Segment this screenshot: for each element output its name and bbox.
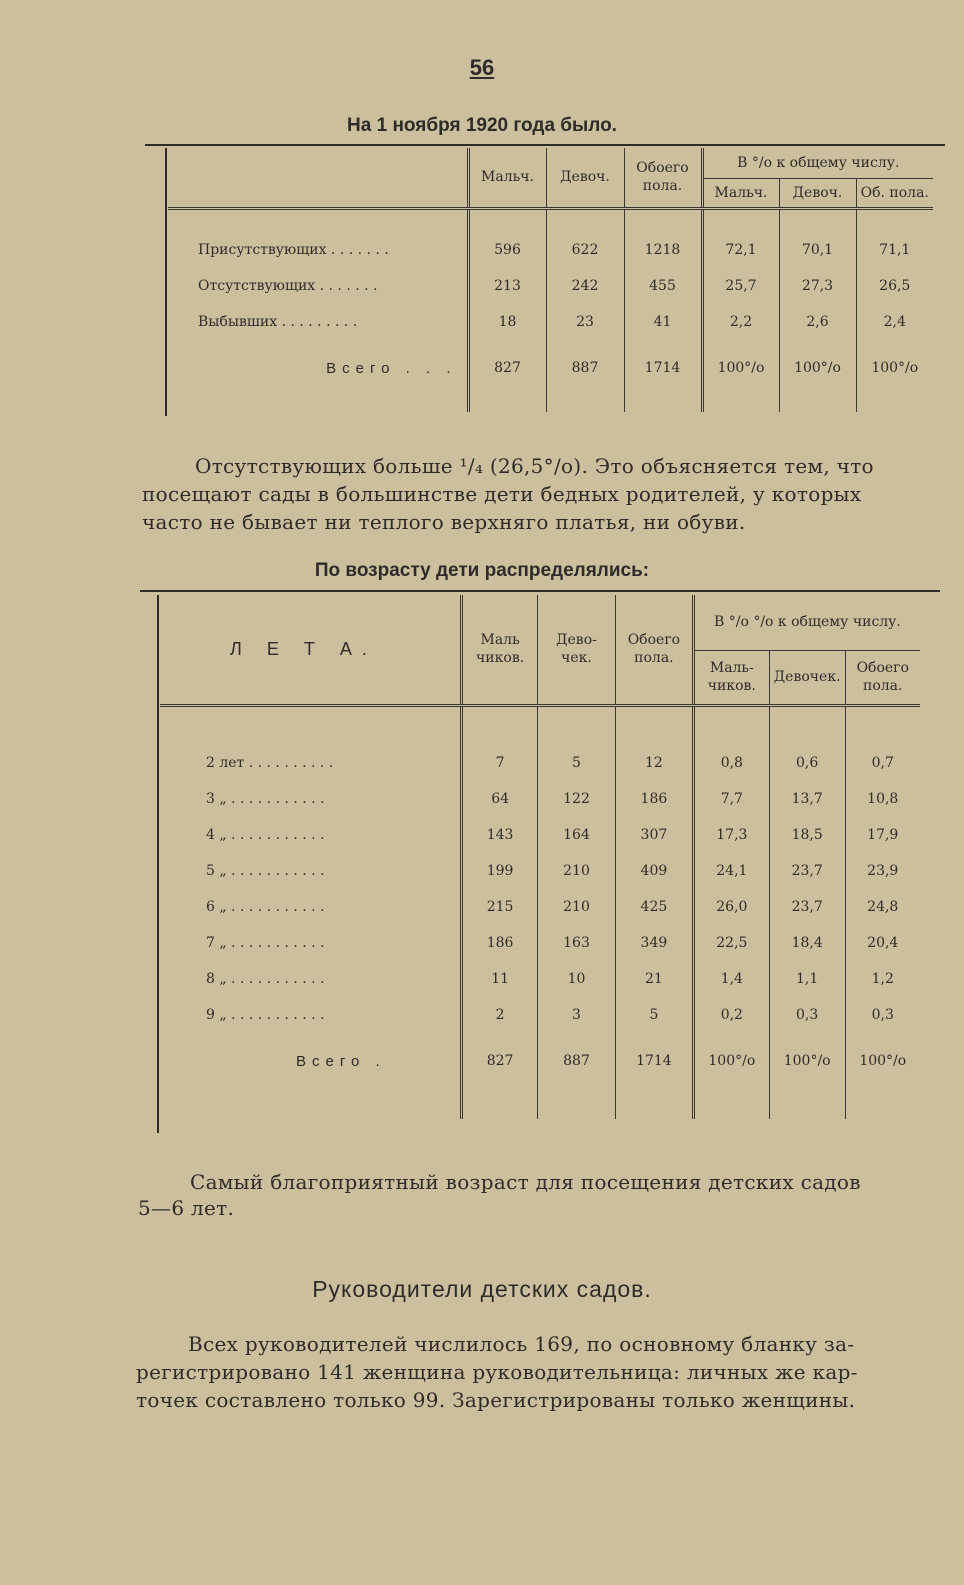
cell: 409 <box>615 853 693 889</box>
t2-header-age: Л Е Т А. <box>160 595 462 705</box>
cell: 213 <box>468 268 546 304</box>
cell: 143 <box>462 817 538 853</box>
cell: 41 <box>624 304 702 340</box>
cell: 455 <box>624 268 702 304</box>
cell: 1,4 <box>693 961 769 997</box>
cell: 0,6 <box>769 745 845 781</box>
cell: 1,2 <box>845 961 920 997</box>
cell: 1714 <box>624 340 702 396</box>
cell: 186 <box>615 781 693 817</box>
t1-header-both: Обоего пола. <box>624 148 702 208</box>
t1-header-girls: Девоч. <box>546 148 624 208</box>
cell: 20,4 <box>845 925 920 961</box>
t2-header-boys: Маль чиков. <box>462 595 538 705</box>
cell: 71,1 <box>856 232 933 268</box>
row-label: Отсутствующих . . . . . . . <box>198 278 378 294</box>
cell: 0,3 <box>845 997 920 1033</box>
cell: 12 <box>615 745 693 781</box>
cell: 64 <box>462 781 538 817</box>
cell: 10,8 <box>845 781 920 817</box>
cell: 5 <box>538 745 616 781</box>
table2-title: По возрасту дети распределялись: <box>314 560 650 581</box>
row-label: 6 „ . . . . . . . . . . . <box>206 899 325 915</box>
t1-header-pct-girls: Девоч. <box>779 178 856 208</box>
cell: 1714 <box>615 1033 693 1089</box>
cell: 21 <box>615 961 693 997</box>
cell: 0,3 <box>769 997 845 1033</box>
total-label: Всего . . . <box>326 359 457 377</box>
table-row <box>160 889 920 925</box>
cell: 1218 <box>624 232 702 268</box>
cell: 100°/о <box>702 340 779 396</box>
cell: 23 <box>546 304 624 340</box>
cell: 596 <box>468 232 546 268</box>
cell: 22,5 <box>693 925 769 961</box>
cell: 25,7 <box>702 268 779 304</box>
cell: 0,2 <box>693 997 769 1033</box>
cell: 11 <box>462 961 538 997</box>
table-row <box>160 853 920 889</box>
table-row <box>160 961 920 997</box>
table-total-row <box>168 340 933 396</box>
t1-header-pct-boys: Мальч. <box>702 178 779 208</box>
paragraph-line: регистрировано 141 женщина руководительница: личных же кар- <box>136 1360 858 1384</box>
cell: 10 <box>538 961 616 997</box>
row-label: 8 „ . . . . . . . . . . . <box>206 971 325 987</box>
cell: 2,2 <box>702 304 779 340</box>
cell: 0,7 <box>845 745 920 781</box>
cell: 24,1 <box>693 853 769 889</box>
table-row <box>160 745 920 781</box>
paragraph-line: Всех руководителей числилось 169, по основному бланку за- <box>188 1332 855 1356</box>
paragraph-line: Отсутствующих больше ¹/₄ (26,5°/о). Это объясняется тем, что <box>195 454 874 478</box>
cell: 164 <box>538 817 616 853</box>
table1-top-rule <box>145 144 945 146</box>
cell: 7,7 <box>693 781 769 817</box>
cell: 27,3 <box>779 268 856 304</box>
cell: 242 <box>546 268 624 304</box>
table1-title: На 1 ноября 1920 года было. <box>347 115 617 136</box>
cell: 23,7 <box>769 853 845 889</box>
t2-header-pct-group: В °/о °/о к общему числу. <box>693 595 920 650</box>
attendance-table <box>168 148 933 412</box>
table-row <box>160 997 920 1033</box>
paragraph-line: 5—6 лет. <box>138 1196 235 1220</box>
cell: 425 <box>615 889 693 925</box>
cell: 2 <box>462 997 538 1033</box>
t2-header-pct-girls: Девочек. <box>769 650 845 705</box>
cell: 17,3 <box>693 817 769 853</box>
cell: 13,7 <box>769 781 845 817</box>
t2-header-both: Обоего пола. <box>615 595 693 705</box>
cell: 163 <box>538 925 616 961</box>
t2-header-girls: Дево- чек. <box>538 595 616 705</box>
cell: 100°/о <box>856 340 933 396</box>
table2-left-rule <box>157 595 159 1133</box>
cell: 827 <box>468 340 546 396</box>
cell: 215 <box>462 889 538 925</box>
section-title: Руководители детских садов. <box>312 1276 652 1302</box>
row-label: 9 „ . . . . . . . . . . . <box>206 1007 325 1023</box>
cell: 24,8 <box>845 889 920 925</box>
table-row <box>160 817 920 853</box>
row-label: 3 „ . . . . . . . . . . . <box>206 791 325 807</box>
cell: 122 <box>538 781 616 817</box>
total-label: Всего . <box>296 1052 386 1070</box>
t2-header-pct-both: Обоего пола. <box>845 650 920 705</box>
cell: 23,7 <box>769 889 845 925</box>
cell: 0,8 <box>693 745 769 781</box>
cell: 70,1 <box>779 232 856 268</box>
t1-header-pct-both: Об. пола. <box>856 178 933 208</box>
row-label: Присутствующих . . . . . . . <box>198 242 389 258</box>
cell: 827 <box>462 1033 538 1089</box>
cell: 186 <box>462 925 538 961</box>
t1-header-pct-group: В °/о к общему числу. <box>702 148 933 178</box>
page-number: 56 <box>469 55 495 80</box>
cell: 349 <box>615 925 693 961</box>
t1-header-boys: Мальч. <box>468 148 546 208</box>
cell: 199 <box>462 853 538 889</box>
table1-left-rule <box>165 148 167 416</box>
paragraph-line: посещают сады в большинстве дети бедных родителей, у которых <box>142 482 862 506</box>
cell: 2,4 <box>856 304 933 340</box>
row-label: 4 „ . . . . . . . . . . . <box>206 827 325 843</box>
cell: 210 <box>538 853 616 889</box>
table-total-row <box>160 1033 920 1089</box>
cell: 5 <box>615 997 693 1033</box>
cell: 3 <box>538 997 616 1033</box>
table-row <box>168 304 933 340</box>
cell: 100°/о <box>693 1033 769 1089</box>
cell: 887 <box>546 340 624 396</box>
table-row <box>160 781 920 817</box>
cell: 100°/о <box>769 1033 845 1089</box>
cell: 17,9 <box>845 817 920 853</box>
row-label: 7 „ . . . . . . . . . . . <box>206 935 325 951</box>
cell: 26,0 <box>693 889 769 925</box>
cell: 72,1 <box>702 232 779 268</box>
cell: 307 <box>615 817 693 853</box>
cell: 622 <box>546 232 624 268</box>
table-row <box>160 925 920 961</box>
t2-header-pct-boys: Маль- чиков. <box>693 650 769 705</box>
cell: 100°/о <box>845 1033 920 1089</box>
cell: 26,5 <box>856 268 933 304</box>
table-row <box>168 268 933 304</box>
cell: 23,9 <box>845 853 920 889</box>
row-label: Выбывших . . . . . . . . . <box>198 314 358 330</box>
cell: 100°/о <box>779 340 856 396</box>
cell: 1,1 <box>769 961 845 997</box>
paragraph-line: Самый благоприятный возраст для посещения детских садов <box>190 1170 861 1194</box>
cell: 2,6 <box>779 304 856 340</box>
table-row <box>168 232 933 268</box>
cell: 210 <box>538 889 616 925</box>
paragraph-line: точек составлено только 99. Зарегистрированы только женщины. <box>136 1388 856 1412</box>
cell: 18,5 <box>769 817 845 853</box>
row-label: 5 „ . . . . . . . . . . . <box>206 863 325 879</box>
cell: 18 <box>468 304 546 340</box>
age-table <box>160 595 920 1119</box>
cell: 18,4 <box>769 925 845 961</box>
cell: 7 <box>462 745 538 781</box>
paragraph-line: часто не бывает ни теплого верхняго платья, ни обуви. <box>142 510 746 534</box>
cell: 887 <box>538 1033 616 1089</box>
row-label: 2 лет . . . . . . . . . . <box>206 755 334 771</box>
table2-top-rule <box>140 590 940 592</box>
